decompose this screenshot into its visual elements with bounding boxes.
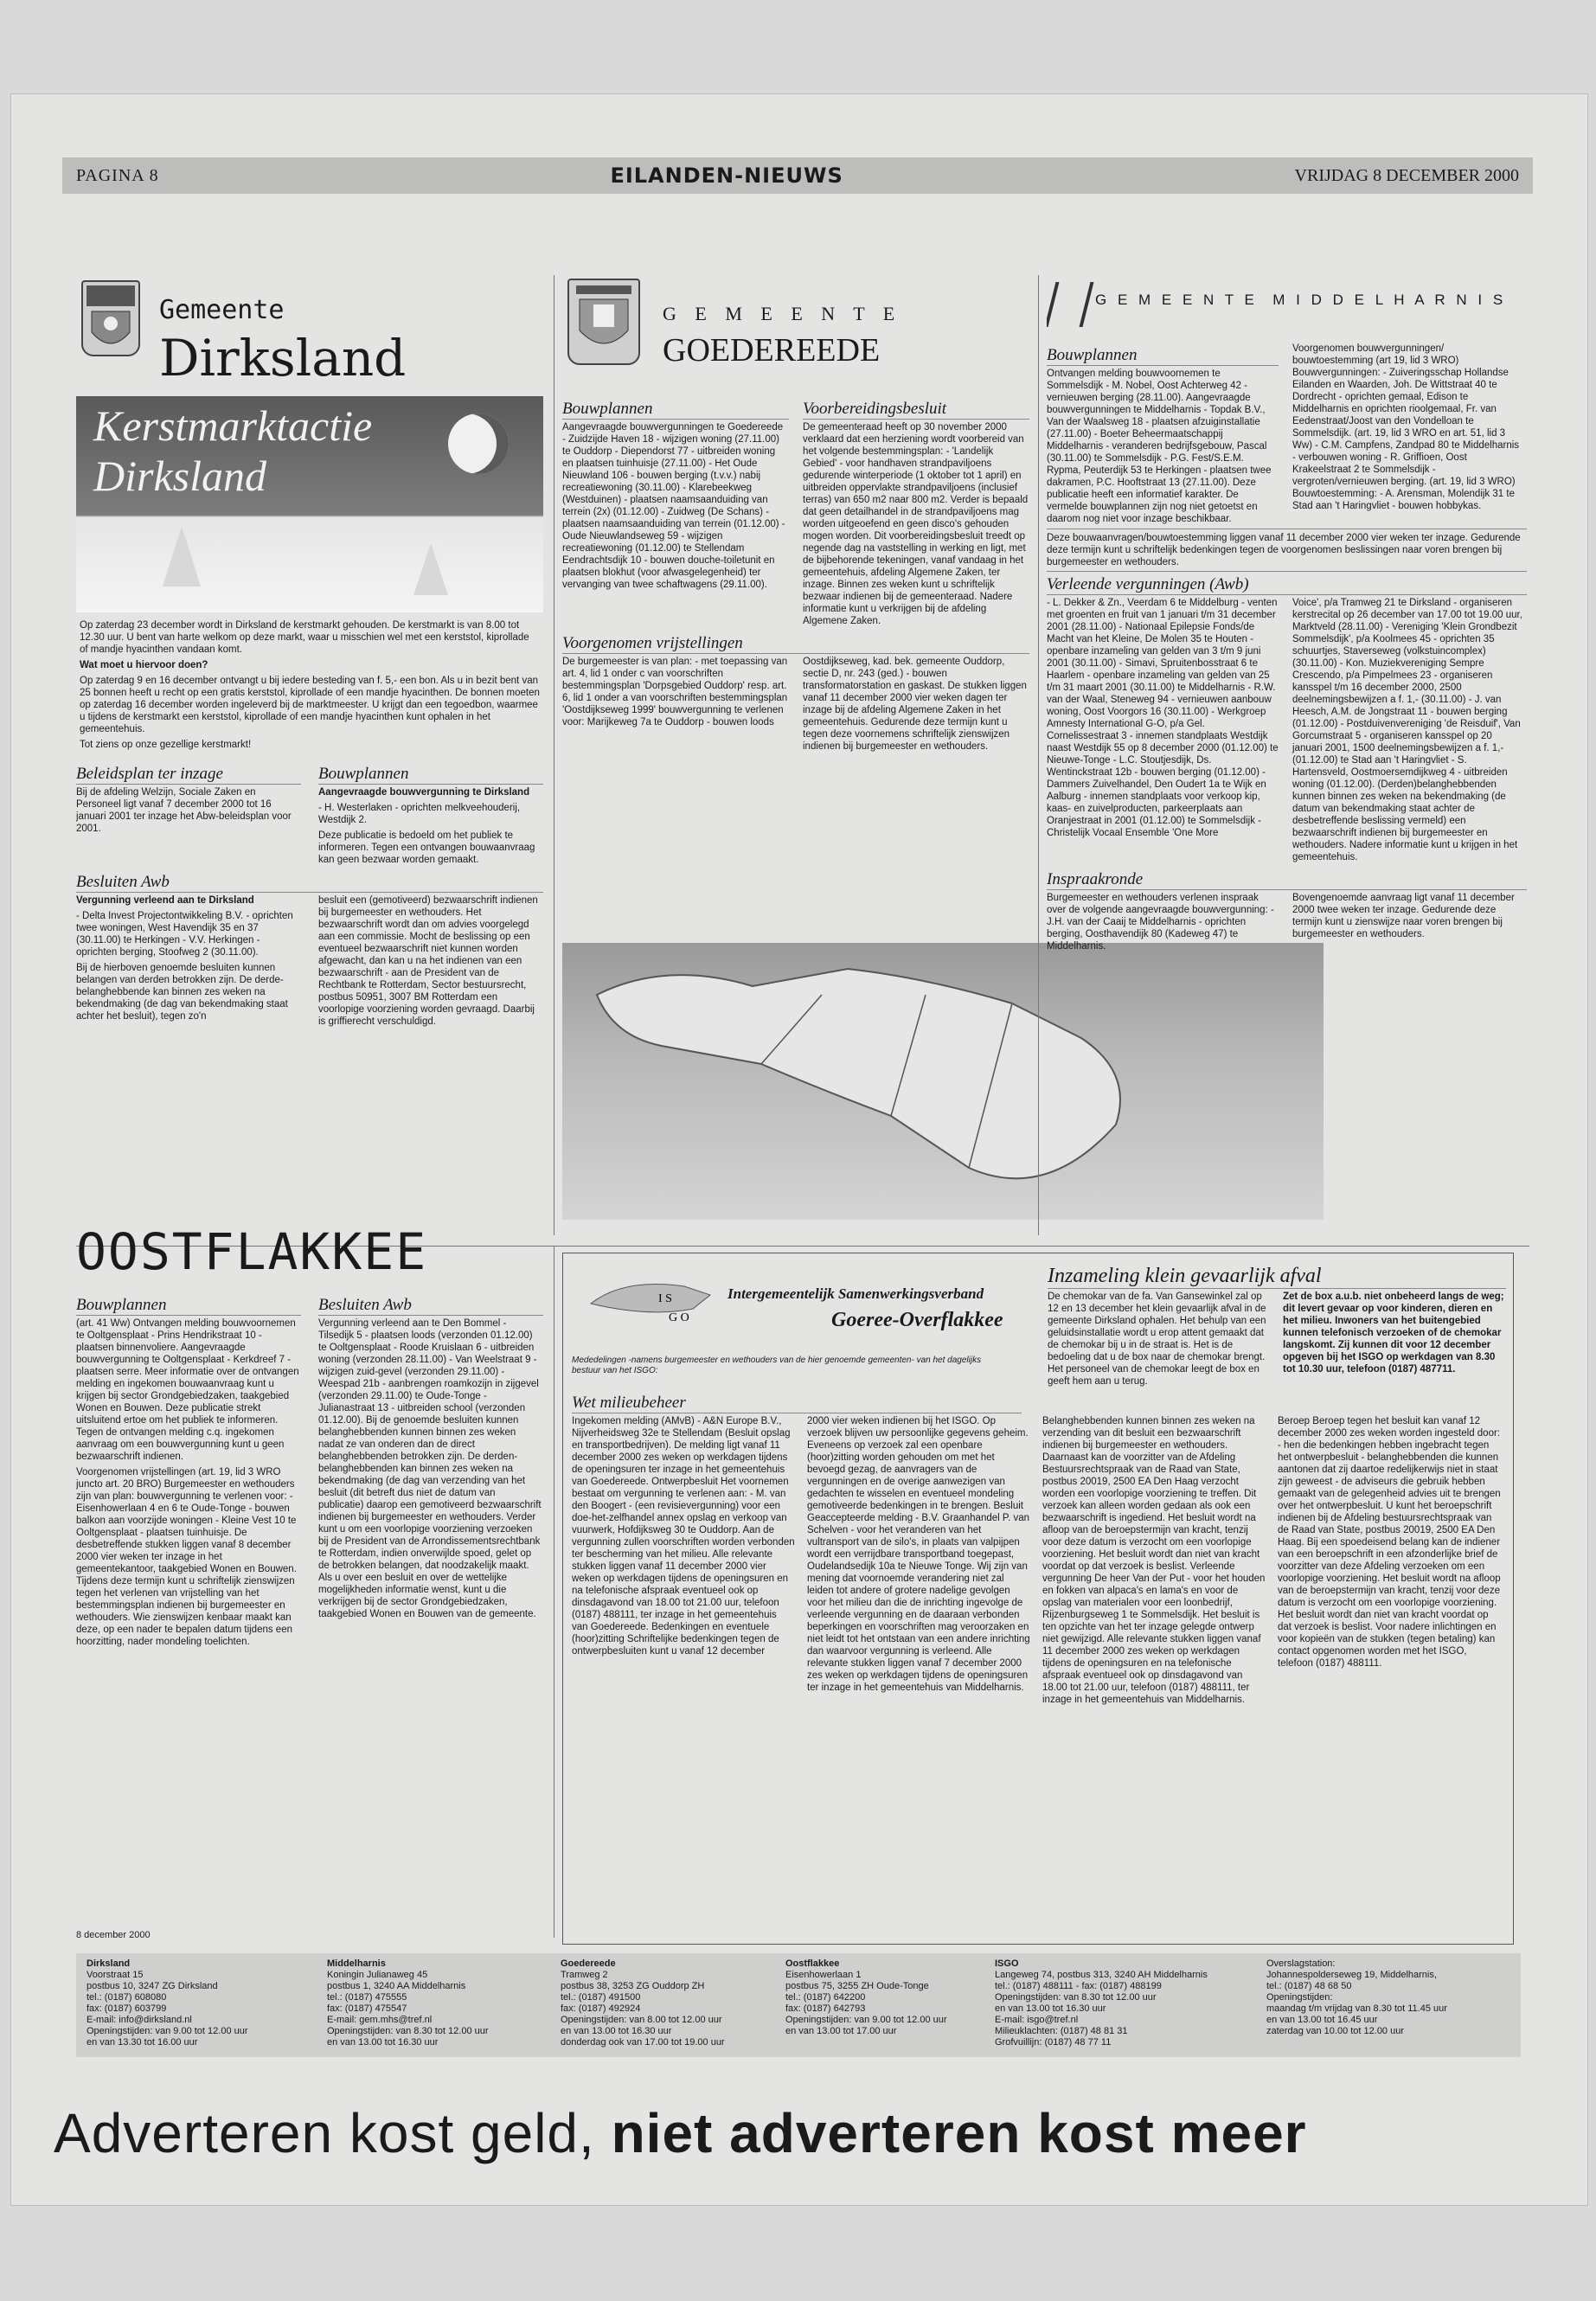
dirksland-gemeente-label: Gemeente <box>159 295 285 325</box>
address-line: tel.: (0187) 608080 <box>87 1992 167 2003</box>
address-middelharnis <box>327 1958 561 2048</box>
goedereede-bouwplannen-heading: Bouwplannen <box>562 400 789 420</box>
column-rule <box>1038 275 1039 1235</box>
isgo-title-line1: Intergemeentelijk Samenwerkingsverband <box>727 1285 984 1302</box>
address-line: Openingstijden: van 8.00 tot 12.00 uur <box>561 2015 722 2025</box>
address-line: Langeweg 74, postbus 313, 3240 AH Middelharnis <box>995 1970 1208 1980</box>
goedereede-coat-of-arms <box>567 279 640 365</box>
address-isgo <box>995 1958 1254 2048</box>
isgo-tagline: Mededelingen -namens burgemeester en wethouders van de hier genoemde gemeenten- van het dagelijks bestuur van het ISGO: <box>572 1356 982 1375</box>
kerstmarkt-intro: Op zaterdag 23 december wordt in Dirksland de kerstmarkt gehouden. De kerstmarkt is van 8.00 tot 12.30 uur. U bent van harte welkom op deze markt, waar u misschien wel met een kerststol, kiprollade of mandje hyacinthen vandaan komt. <box>80 620 529 655</box>
isgo-col3: Belanghebbenden kunnen binnen zes weken na verzending van dit besluit een bezwaarschrift indienen bij burgemeester en wethouders. Daarnaast kan de voorzitter van de Afdeling Bestuursrechtspraak van de Raad van State, postbus 20019, 2500 EA Den Haag verzocht worden een voorlopige voorziening te treffen. Dit verzoek kan alleen worden gedaan als ook een bezwaarschrift is ingediend. Het besluit wordt na afloop van de beroepstermijn van kracht, tenzij voor deze datum is verzocht om een voorlopige voorziening. Het besluit wordt dan niet van kracht voordat op dat verzoek is beslist. Verleende vergunning De heer Van der Put - voor het houden en fokken van alpaca's en lama's en voor de opslag van materialen voor een loonbedrijf, Rijzenburgseweg 1 te Sommelsdijk. Het besluit is ten opzichte van het ter inzage gelegde ontwerp niet gewijzigd. Alle relevante stukken liggen vanaf 11 december 2000 zes weken op werkdagen tijdens de openingsuren en na telefonische afspraak eventueel ook op dinsdagavond van 18.00 tot 21.00 uur, telefoon (0187) 488111, ter inzage in het gemeentehuis van Middelharnis. <box>1042 1416 1266 1705</box>
address-line: Grofvuillijn: (0187) 48 77 11 <box>995 2037 1112 2048</box>
address-line: postbus 75, 3255 ZH Oude-Tonge <box>785 1981 929 1991</box>
goedereede-section <box>562 275 1029 941</box>
dirksland-bouw-subhead: Aangevraagde bouwvergunning te Dirksland <box>318 787 530 798</box>
verleende-vergunningen-text1: - L. Dekker & Zn., Veerdam 6 te Middelburg - venten met groenten en fruit van 1 januari t/m 31 december 2001 (28.11.00) - Nationaal Epilepsie Fonds/de Macht van het Kleine, De Molen 35 te Houten - openbare inzameling van gelden van 3 t/m 9 juni 2001 (30.11.00) - Simavi, Spruitenbosstraat 6 te Haarlem - openbare inzameling van gelden van 25 t/m 31 maart 2001 (30.11.00) te Middelharnis - R.W. van der Waal, Steneweg 94 - vernieuwen aanbouw woning, Oost Voorgors 16 (30.11.00) - Werkgroep Amnesty International G-O, p/a Gel. Cornelissestraat 3 - innemen standplaats Westdijk naast Westdijk 55 op 8 december 2000 (01.12.00) te Nieuwe-Tonge - L.C. Stoutjesdijk, Ds. Wentinckstraat 12b - bouwen berging (01.12.00) - Dammers Zuivelhandel, Den Oudert 1a te Wijk en Aalburg - innemen standplaats voor verkoop kip, kaas- en zuivelproducten, parkeerplaats aan Oranjestraat in 2001 (01.12.00) te Sommelsdijk - Christelijk Vocaal Ensemble 'One More <box>1047 598 1279 838</box>
middelharnis-masthead <box>1047 275 1527 343</box>
goedereede-vrij-text1: De burgemeester is van plan: - met toepassing van art. 4, lid 1 onder c van voorschriften bestemmingsplan 'Dorpsgebied Ouddorp' resp. art. 6, lid 1 onder a van voorschriften bestemmingsplan 'Oostdijkseweg 1999' bouwvergunning te verlenen voor: Marijkeweg 7a te Ouddorp - bouwen loods <box>562 657 788 727</box>
address-line: Tramweg 2 <box>561 1970 608 1980</box>
beleidsplan-heading: Beleidsplan ter inzage <box>76 765 301 785</box>
voorbereidingsbesluit-heading: Voorbereidingsbesluit <box>803 400 1029 420</box>
slogan-part2: niet adverteren kost meer <box>611 2102 1307 2164</box>
advertising-slogan <box>54 2102 1542 2164</box>
isgo-col4: Beroep Beroep tegen het besluit kan vanaf 12 december 2000 zes weken worden ingesteld door: - hen die bedenkingen hebben ingebracht tegen het ontwerpbesluit - belanghebbenden die kunnen aantonen dat zij daartoe redelijkerwijs niet in staat zijn geweest - de adviseurs die gebruik hebben gemaakt van de gelegenheid advies uit te brengen over het ontwerpbesluit. U kunt het beroepschrift indienen bij de Afdeling bestuursrechtspraak van de Raad van State, postbus 20019, 2500 EA Den Haag. Bij een spoedeisend belang kan de indiener van een beroepschrift in een afzonderlijke brief de voorzitter van deze Afdeling verzoeken om een voorlopige voorziening. Het besluit wordt na afloop van de beroepstermijn van kracht, tenzij voor deze datum is verzocht om een voorlopige voorziening. Het besluit wordt dan niet van kracht voordat op dat verzoek is beslist. Voor nadere inlichtingen en voor kopieën van de stukken (tegen betaling) kan contact opgenomen worden met het ISGO, telefoon (0187) 488111. <box>1278 1416 1501 1669</box>
address-line: fax: (0187) 492924 <box>561 2003 641 2014</box>
address-goedereede <box>561 1958 794 2048</box>
address-name: Overslagstation: <box>1266 1958 1336 1969</box>
christmas-tree-icon <box>163 526 201 586</box>
address-line: fax: (0187) 642793 <box>785 2003 866 2014</box>
address-line: tel.: (0187) 642200 <box>785 1992 866 2003</box>
verleende-vergunningen-text2: Voice', p/a Tramweg 21 te Dirksland - organiseren kerstrecital op 26 december van 17.00 tot 19.00 uur, Marktveld (28.11.00) - Vereniging 'Klein Grondbezit Sommelsdijk', p/a Koolmees 45 - oprichten 35 schuurtjes, Staverseweg (volkstuincomplex) (30.11.00) - Kon. Muziekvereniging Sempre Crescendo, p/a Pimpelmees 23 - organiseren kansspel t/m 16 december 2000, 2500 deelnemingsbewijzen a f. 1,- (30.11.00) - J. van Heesch, A.M. de Jongstraat 11 - bouwen berging (01.12.00) - Postduivenvereniging 'de Reisduif', Van Gorcumstraat 5 - organiseren kansspel op 20 januari 2001, 1500 deelnemingsbewijzen a f. 1,- (01.12.00) te Stad aan 't Haringvliet - S. Hartensveld, Oostmoersemdijkweg 4 - uitbreiden woning (01.12.00). (Derden)belanghebbenden kunnen binnen zes weken na bekendmaking (de datum van bekendmaking staat achter de desbetreffende beslissing vermeld) een bezwaarschrift indienen bij burgemeester en wethouders. Nadere informatie kunt u krijgen in het gemeentehuis. <box>1292 598 1522 862</box>
middelharnis-title: G E M E E N T E M I D D E L H A R N I S <box>1095 292 1507 308</box>
beleidsplan-text: Bij de afdeling Welzijn, Sociale Zaken en Personeel ligt vanaf 7 december 2000 tot 16 januari 2001 ter inzage het Abw-beleidsplan voor 2001. <box>76 787 292 834</box>
dirksland-bouw-item: - H. Westerlaken - oprichten melkveehouderij, Westdijk 2. <box>318 803 521 825</box>
address-line: Openingstijden: <box>1266 1992 1333 2003</box>
oostflakkee-besluit-text: Vergunning verleend aan te Den Bommel - Tilsedijk 5 - plaatsen loods (verzonden 01.12.00) te Ooltgensplaat - Roode Kruislaan 6 - uitbreiden woning (verzonden 28.11.00) - Van Weelstraat 9 - wijzigen zuid-gevel (verzonden 29.11.00) - Weespad 21b - aanbrengen roamkozijn in zijgevel (verzonden 29.11.00) te Oude-Tonge - Julianastraat 13 - uitbreiden school (verzonden 01.12.00). Bij de genoemde besluiten kunnen belanghebbenden kunnen binnen zes weken nadat ze van onderen dan de direct belanghebbenden betrokken zijn. De derden-belanghebbenden kan binnen zes weken na bekendmaking (de dag van verzending van het besluit (dit betreft dus niet de datum van publicatie) daarop een gemotiveerd bezwaarschrift indienen bij burgemeester en wethouders. Verder kunt u om een voorlopige voorziening verzoeken bij de President van de Arrondissementsrechtbank te Rotterdam, indien onverwijlde spoed, gelet op de betrokken belangen, dat noodzakelijk maakt. Als u over een besluit en over de wettelijke mogelijkheden informatie wenst, kunt u die verkrijgen bij de sector Grondgebiedzaken, taakgebied Wonen en Bouwen van de gemeente. <box>318 1318 542 1619</box>
oostflakkee-vrij-text: Voorgenomen vrijstellingen (art. 19, lid 3 WRO juncto art. 20 BRO) Burgemeester en wethouders zijn van plan: bouwvergunning te verlenen voor: - Eisenhowerlaan 4 en 6 te Oude-Tonge - bouwen balkon aan voorzijde woningen - Kleine Vest 10 te Ooltgensplaat - plaatsen tuinhuisje. De desbetreffende stukken liggen vanaf 8 december 2000 vier weken ter inzage in het gemeentekantoor, taakgebied Wonen en Bouwen. Tijdens deze termijn kunt u schriftelijk zienswijzen tegen het verlenen van vrijstelling van het bestemmingsplan indienen bij burgemeester en wethouders. Wie zienswijzen kenbaar maakt kan deze, op een nader te bepalen datum tijdens een hoorzitting, nader mondeling toelichten. <box>76 1467 297 1647</box>
voorbereidingsbesluit-text: De gemeenteraad heeft op 30 november 2000 verklaard dat een herziening wordt voorbereid van het volgende bestemmingsplan: - 'Landelijk Gebied' - voor handhaven strandpaviljoens gedurende winterperiode (1 oktober tot 1 april) en uitbreiden oppervlakte strandpaviljoens (inclusief terras) van 650 m2 naar 800 m2. Verder is bepaald dat geen detailhandel in de strandpaviljoens mag worden uitgeoefend en geen disco's gehouden mogen worden. Dit voorbereidingsbesluit treedt op negende dag na vaststelling in werking en ligt, met de bijbehorende tekeningen, vanaf vandaag in het gemeentehuis, afdeling Algemene Zaken, ter inzage. Binnen zes weken kunt u schriftelijk bezwaar indienen bij de gemeenteraad. Nadere informatie kunt u verkrijgen bij de afdeling Algemene Zaken. <box>803 422 1029 626</box>
address-line: postbus 38, 3253 ZG Ouddorp ZH <box>561 1981 705 1991</box>
afval-text-left: De chemokar van de fa. Van Gansewinkel zal op 12 en 13 december het klein gevaarlijk afval in de gemeente Dirksland ophalen. Het behulp van een geluidsinstallatie wordt u erop attent gemaakt dat de chemokar bij u in de straat is. Het is de bedoeling dat u de box naar de chemokar brengt. Het personeel van de chemokar leegt de box en geeft hem aan u terug. <box>1048 1292 1266 1387</box>
dirksland-section <box>76 275 543 1235</box>
kerstmarkt-banner <box>76 396 543 612</box>
address-overslagstation <box>1266 1958 1513 2037</box>
address-line: maandag t/m vrijdag van 8.30 tot 11.45 uur <box>1266 2003 1447 2014</box>
kerstmarkt-closing: Tot ziens op onze gezellige kerstmarkt! <box>80 740 252 750</box>
address-name: Middelharnis <box>327 1958 386 1969</box>
isgo-col2: 2000 vier weken indienen bij het ISGO. Op verzoek blijven uw persoonlijke gegevens geheim. Eveneens op verzoek zal een openbare (hoor)zitting worden gehouden om met het bevoegd gezag, de aanvragers van de vergunningen en de overige aanwezigen van gedachten te wisselen en eventueel mondeling gemotiveerde bedenkingen in te brengen. Besluit Geaccepteerde melding - B.V. Graanhandel P. van Schelven - voor het veranderen van het vultransport van de silo's, in plaats van valpijpen wordt een verrijdbare transportband toegepast, Oudelandsedijk 10a te Nieuwe Tonge. Wij zijn van mening dat voornoemde verandering niet zal leiden tot andere of grotere nadelige gevolgen voor het milieu dan die de inrichting ingevolge de verleende vergunning en de daaraan verbonden beperkingen en voorschriften mag veroorzaken en niet leidt tot het ontstaan van een andere inrichting dan waarvoor vergunning is verleend. Alle relevante stukken liggen vanaf 7 december 2000 zes weken op werkdagen tijdens de openingsuren ter inzage in het gemeentehuis van Middelharnis. <box>807 1416 1030 1693</box>
address-line: en van 13.00 tot 16.30 uur <box>327 2037 439 2048</box>
oostflakkee-title: OOSTFLAKKEE <box>76 1222 428 1281</box>
address-line: E-mail: info@dirksland.nl <box>87 2015 192 2025</box>
goedereede-masthead <box>562 275 1029 396</box>
goedereede-bouw-text: Aangevraagde bouwvergunningen te Goedereede - Zuidzijde Haven 18 - wijzigen woning (27.11.00) te Ouddorp - Diependorst 77 - uitbreiden woning en plaatsen tuinhuisje (27.11.00) - Het Oude Nieuwland 106 - bouwen berging (t.v.v.) nabij recreatiewoning (30.11.00) - Klarebeekweg (Westduinen) - plaatsen naamsaanduiding van terrein (2x) (01.12.00) - Zuidweg (De Schans) - plaatsen naamsaanduiding van terrein (01.12.00) - Oude Nieuwlandseweg 59 - wijzigen recreatiewoning (01.12.00) te Stellendam Eendrachtsdijk 10 - bouwen douche-toiletunit en plaatsen blokhut (voor afwasgelegenheid) ter vervanging van twee schaftwagens (29.11.00). <box>562 422 785 590</box>
isgo-title-line2: Goeree-Overflakkee <box>831 1309 1003 1331</box>
address-dirksland <box>87 1958 320 2048</box>
dirksland-besluit-note-cont: besluit een (gemotiveerd) bezwaarschrift indienen bij burgemeester en wethouders. Het bezwaarschrift wordt dan om advies voorgelegd aan een commissie. Mocht de beslissing op een eventueel bezwaarschrift niet kunnen worden afgewacht, dan kan u na het indienen van een bezwaarschrift - aan de President van de Rechtbank te Rotterdam, Sector bestuursrecht, postbus 50951, 3007 BM Rotterdam een voorlopige voorziening worden gevraagd. Daarbij is griffierecht verschuldigd. <box>318 895 538 1027</box>
address-line: Koningin Julianaweg 45 <box>327 1970 428 1980</box>
address-line: Openingstijden: van 8.30 tot 12.00 uur <box>995 1992 1157 2003</box>
address-line: tel.: (0187) 48 68 50 <box>1266 1981 1352 1991</box>
goedereede-title: GOEDEREEDE <box>663 332 881 369</box>
address-line: tel.: (0187) 491500 <box>561 1992 641 2003</box>
address-line: tel.: (0187) 475555 <box>327 1992 407 2003</box>
middelharnis-voorgenomen-text: Voorgenomen bouwvergunningen/ bouwtoestemming (art 19, lid 3 WRO) Bouwvergunningen: - Zuiveringsschap Hollandse Eilanden en Waarden, Joh. De Wittstraat 40 te Dordrecht - oprichten gemaal, Edison te Middelharnis en oprichten rioolgemaal, Fr. van Eedenstraat/Joost van den Vondelloan te Sommelsdijk. (art. 19, lid 3 WRO en art. 51, lid 3 Ww) - C.M. Campfens, Zandpad 80 te Middelharnis - verbouwen woning - R. Griffioen, Oost Krakeelstraat 2 te Sommelsdijk - vergroten/vernieuwen berging. (art. 19, lid 3 WRO) Bouwtoestemming: - A. Arensman, Molendijk 31 te Stad aan 't Haringvliet - bouwen hobbykas. <box>1292 343 1520 511</box>
address-name: Oostflakkee <box>785 1958 840 1969</box>
dirksland-bouwplannen-heading: Bouwplannen <box>318 765 543 785</box>
svg-text:G O: G O <box>669 1311 689 1324</box>
inspraakronde-text1: Burgemeester en wethouders verlenen inspraak over de volgende aangevraagde bouwvergunning: - J.H. van der Caaij te Middelharnis - oprichten berging, Oosthavendijk 80 (Kadeweg 47) te Middelharnis. <box>1047 893 1274 952</box>
christmas-tree-icon <box>413 543 448 595</box>
banner-title-line2: Dirksland <box>93 452 266 500</box>
kerstmarkt-instructions: Op zaterdag 9 en 16 december ontvangt u bij iedere besteding van f. 5,- een bon. Als u in bezit bent van 25 bonnen heeft u recht op een gratis kerststol, kiprollade of een mandje hyacinthen. De bonnen moeten op zaterdag 16 december worden ingeleverd bij de marktmeester. U krijgt dan een tegoedbon, waarmee u tijdens de kerstmarkt een kerststol, kiprollade of een mandje hyacinthen kunt ophalen in het gemeentehuis. <box>80 676 540 734</box>
inspraakronde-heading: Inspraakronde <box>1047 870 1527 890</box>
middelharnis-inzage-note: Deze bouwaanvragen/bouwtoestemming liggen vanaf 11 december 2000 vier weken ter inzage. Gedurende deze termijn kunt u schriftelijk bedenkingen tegen de voorgenomen beslissingen naar voren brengen bij burgemeester en wethouders. <box>1047 529 1527 572</box>
address-line: fax: (0187) 475547 <box>327 2003 407 2014</box>
address-line: zaterdag van 10.00 tot 12.00 uur <box>1266 2026 1405 2036</box>
isgo-section <box>562 1253 1514 1945</box>
middelharnis-bouw-text: Ontvangen melding bouwvoornemen te Sommelsdijk - M. Nobel, Oost Achterweg 42 - vernieuwen berging (28.11.00). Aangevraagde bouwvergunningen te Middelharnis - Topdak B.V., Van der Waalsweg 18 - plaatsen afzuiginstallatie (27.11.00) - Boeter Beheermaatschappij Middelharnis - veranderen bedrijfsgebouw, Pascal (30.11.00) te Sommelsdijk - P.G. Fest/S.E.M. Rypma, Peuterdijk 53 te Herkingen - plaatsen twee dakramen, P.C. Hooftstraat 13 (27.11.00). Deze publicatie heeft een informatief karakter. De vermelde bouwplannen zijn nog niet getoetst en daarom nog niet voor inzage beschikbaar. <box>1047 369 1272 524</box>
address-line: en van 13.00 tot 16.45 uur <box>1266 2015 1378 2025</box>
address-line: fax: (0187) 603799 <box>87 2003 167 2014</box>
page-number: PAGINA 8 <box>76 165 159 185</box>
middelharnis-bouwplannen-heading: Bouwplannen <box>1047 346 1279 366</box>
slogan-part1: Adverteren kost geld, <box>54 2102 612 2164</box>
dirksland-bouw-note: Deze publicatie is bedoeld om het publiek te informeren. Tegen een ontvangen bouwaanvraag kan geen bezwaar worden gemaakt. <box>318 830 535 865</box>
dirksland-coat-of-arms <box>81 280 140 356</box>
oostflakkee-section <box>76 1221 543 1945</box>
svg-text:I S: I S <box>658 1292 672 1305</box>
address-footer <box>76 1953 1521 2057</box>
oostflakkee-bouwplannen-heading: Bouwplannen <box>76 1296 301 1316</box>
isgo-col1: Ingekomen melding (AMvB) - A&N Europe B.V., Nijverheidsweg 32e te Stellendam (Besluit opslag en transportbedrijven). De melding ligt vanaf 11 december 2000 zes weken op werkdagen tijdens de openingsuren ter inzage in het gemeentehuis van Goedereede. Ontwerpbesluit Het voornemen bestaat om vergunning te verlenen aan: - M. van den Boogert - (een revisievergunning) voor een doe-het-zelfhandel annex opslag en verkoop van vuurwerk, Hofdijksweg 30 te Ouddorp. Aan de vergunning zullen voorschriften worden verbonden ter bescherming van het milieu. Alle relevante stukken liggen vanaf 11 december 2000 vier weken op werkdagen tijdens de openingsuren en na telefonische afspraak eventueel ook op dinsdagavond van 18.00 tot 21.00 uur, telefoon (0187) 488111, ter inzage in het gemeentehuis van Goedereede. Bedenkingen en eventuele (hoor)zitting Schriftelijke bedenkingen tegen de ontwerpbesluiten kunt u vanaf 12 december <box>572 1416 795 1657</box>
middelharnis-section <box>1047 275 1527 1244</box>
address-line: en van 13.30 tot 16.00 uur <box>87 2037 198 2048</box>
page-header <box>62 157 1533 194</box>
address-line: Openingstijden: van 9.00 tot 12.00 uur <box>87 2026 248 2036</box>
dirksland-besluiten-heading: Besluiten Awb <box>76 873 543 893</box>
address-line: tel.: (0187) 488111 - fax: (0187) 488199 <box>995 1981 1162 1991</box>
address-line: donderdag ook van 17.00 tot 19.00 uur <box>561 2037 725 2048</box>
dirksland-besluit-items: - Delta Invest Projectontwikkeling B.V. - oprichten twee woningen, West Havendijk 35 en 37 (30.11.00) te Herkingen - V.V. Herkingen - oprichten berging, Stoofweg 2 (30.11.00). <box>76 911 293 958</box>
address-line: Johannespolderseweg 19, Middelharnis, <box>1266 1970 1437 1980</box>
address-name: Dirksland <box>87 1958 131 1969</box>
afval-text-right: Zet de box a.u.b. niet onbeheerd langs de weg; dit levert gevaar op voor kinderen, dieren en het milieu. Inwoners van het buitengebied kunnen telefonisch verzoeken of de chemokar langskomt. Zij kunnen dit voor 12 december opgeven bij het ISGO op werkdagen van 8.30 tot 10.30 uur, telefoon (0187) 487711. <box>1283 1292 1504 1375</box>
wet-milieubeheer-heading: Wet milieubeheer <box>572 1394 1022 1413</box>
banner-title-line1: Kerstmarktactie <box>93 401 373 450</box>
dirksland-besluit-subhead: Vergunning verleend aan te Dirksland <box>76 895 254 906</box>
address-line: postbus 1, 3240 AA Middelharnis <box>327 1981 466 1991</box>
dirksland-masthead <box>76 275 543 396</box>
afval-heading: Inzameling klein gevaarlijk afval <box>1048 1264 1506 1289</box>
verleende-vergunningen-heading: Verleende vergunningen (Awb) <box>1047 575 1527 595</box>
afval-block <box>1048 1260 1506 1391</box>
address-oostflakkee <box>785 1958 1019 2037</box>
address-line: Openingstijden: van 8.30 tot 12.00 uur <box>327 2026 489 2036</box>
address-line: Openingstijden: van 9.00 tot 12.00 uur <box>785 2015 947 2025</box>
moon-icon <box>448 413 509 474</box>
publication-name: EILANDEN-NIEUWS <box>610 163 843 188</box>
isgo-logo-icon <box>589 1269 719 1330</box>
address-line: E-mail: isgo@tref.nl <box>995 2015 1079 2025</box>
inspraakronde-text2: Bovengenoemde aanvraag ligt vanaf 11 december 2000 twee weken ter inzage. Gedurende deze termijn kunt u zienswijze naar voren brengen bij burgemeester en wethouders. <box>1292 893 1515 939</box>
address-name: Goedereede <box>561 1958 616 1969</box>
oostflakkee-besluiten-heading: Besluiten Awb <box>318 1296 543 1316</box>
address-line: en van 13.00 tot 17.00 uur <box>785 2026 897 2036</box>
oostflakkee-bouw-text: (art. 41 Ww) Ontvangen melding bouwvoornemen te Ooltgensplaat - Prins Hendrikstraat 10 - plaatsen binnenvoliere. Aangevraagde bouwvergunning te Ooltgensplaat - Kerkdreef 7 - plaatsen serre. Meer informatie over de ontvangen melding en ingekomen bouwaanvraag kunt u krijgen bij sector Grondgebiedzaken, taakgebied Wonen en Bouwen. Deze publicatie strekt uitsluitend ertoe om het publiek te informeren. Tegen de ontvangen melding c.q. ingekomen aanvraag om een bouwvergunning kunt u geen bezwaarschrift indienen. <box>76 1318 299 1462</box>
dirksland-title: Dirksland <box>159 329 407 388</box>
dirksland-besluit-note: Bij de hierboven genoemde besluiten kunnen belangen van derden betrokken zijn. De derde-belanghebbende kan binnen zes weken na bekendmaking (de dag van bekendmaking staat achter het besluit), tegen zo'n <box>76 963 288 1022</box>
address-name: ISGO <box>995 1958 1019 1969</box>
address-line: Eisenhowerlaan 1 <box>785 1970 862 1980</box>
address-line: postbus 10, 3247 ZG Dirksland <box>87 1981 218 1991</box>
kerstmarkt-question: Wat moet u hiervoor doen? <box>80 660 208 670</box>
goedereede-vrij-text2: Oostdijkseweg, kad. bek. gemeente Ouddorp, sectie D, nr. 243 (ged.) - bouwen transformatorstation en gaskast. De stukken liggen vanaf 11 december 2000 vier weken dagen ter inzage bij de afdeling Algemene Zaken in het gemeentehuis. Gedurende deze termijn kunt u tegen deze voornemens schriftelijk zienswijzen indienen bij burgemeester en wethouders. <box>803 657 1027 752</box>
address-line: en van 13.00 tot 16.30 uur <box>561 2026 672 2036</box>
goedereede-vrijstellingen-heading: Voorgenomen vrijstellingen <box>562 634 1029 654</box>
issue-date: VRIJDAG 8 DECEMBER 2000 <box>1294 165 1519 185</box>
middelharnis-logo-icon <box>1047 282 1093 327</box>
address-line: en van 13.00 tot 16.30 uur <box>995 2003 1106 2014</box>
address-line: E-mail: gem.mhs@tref.nl <box>327 2015 433 2025</box>
isgo-masthead <box>572 1260 1039 1356</box>
goedereede-gemeente-label: G E M E E N T E <box>663 303 902 324</box>
address-line: Voorstraat 15 <box>87 1970 144 1980</box>
oostflakkee-date: 8 december 2000 <box>76 1930 151 1940</box>
address-line: Milieuklachten: (0187) 48 81 31 <box>995 2026 1128 2036</box>
